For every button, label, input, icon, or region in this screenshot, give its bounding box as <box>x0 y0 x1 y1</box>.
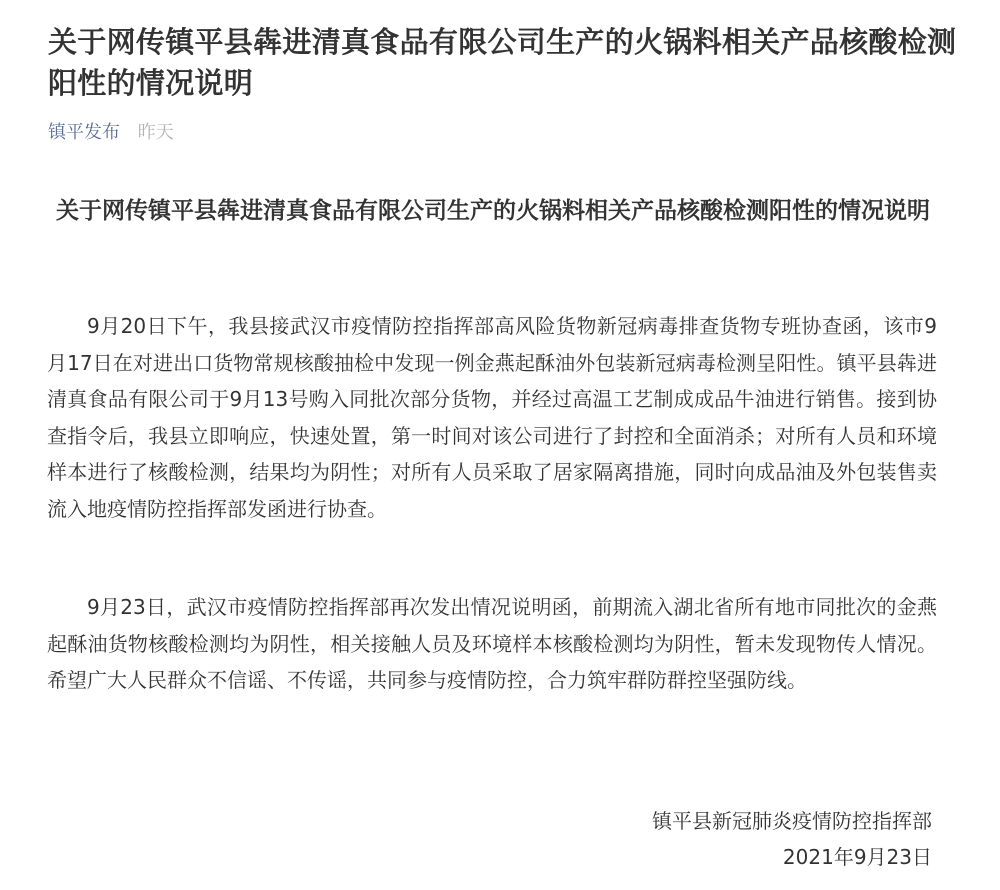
paragraph-1: 9月20日下午，我县接武汉市疫情防控指挥部高风险货物新冠病毒排查货物专班协查函，该市9月17日在对进出口货物常规核酸抽检中发现一例金燕起酥油外包装新冠病毒检测呈阳性。镇平县犇进清真食品有限公司于9月13号购入同批次部分货物，并经过高温工艺制成成品牛油进行销售。接到协查指令后，我县立即响应，快速处置，第一时间对该公司进行了封控和全面消杀；对所有人员和环境样本进行了核酸检测，结果均为阴性；对所有人员采取了居家隔离措施，同时向成品油及外包装售卖流入地疫情防控指挥部发函进行协查。 <box>47 314 937 521</box>
article-meta <box>48 119 174 147</box>
paragraph-2: 9月23日，武汉市疫情防控指挥部再次发出情况说明函，前期流入湖北省所有地市同批次的金燕起酥油货物核酸检测均为阴性，相关接触人员及环境样本核酸检测均为阴性，暂未发现物传人情况。希望广大人民群众不信谣、不传谣，共同参与疫情防控，合力筑牢群防群控坚强防线。 <box>47 595 937 693</box>
article-title: 关于网传镇平县犇进清真食品有限公司生产的火锅料相关产品核酸检测阳性的情况说明 <box>48 25 957 100</box>
signature-date: 2021年9月23日 <box>782 845 932 869</box>
author-link[interactable]: 镇平发布 <box>48 122 120 143</box>
publish-time: 昨天 <box>137 122 174 143</box>
document-title: 关于网传镇平县犇进清真食品有限公司生产的火锅料相关产品核酸检测阳性的情况说明 <box>56 198 930 224</box>
signature-organization: 镇平县新冠肺炎疫情防控指挥部 <box>652 809 932 833</box>
